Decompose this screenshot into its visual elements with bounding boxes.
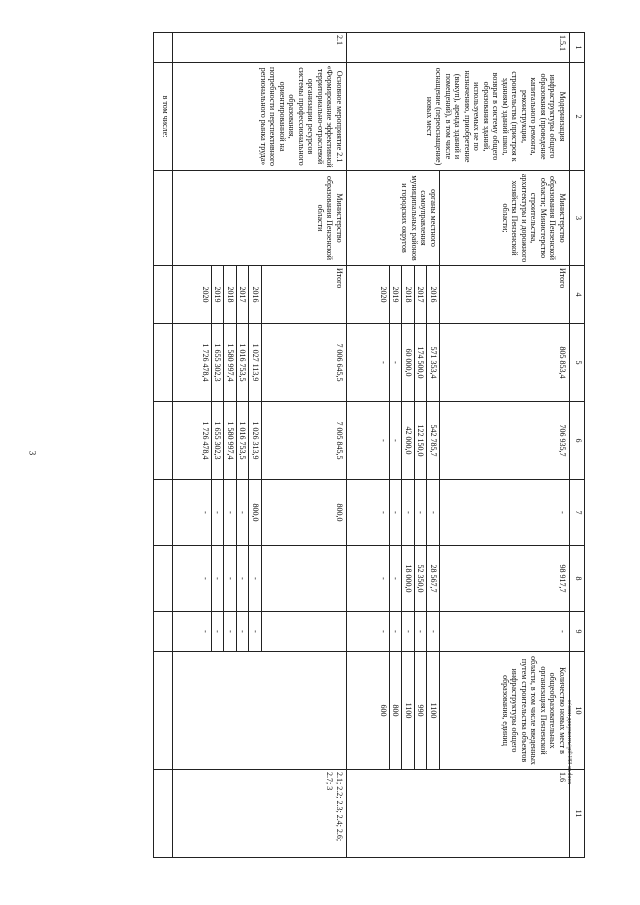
year: 2017: [237, 266, 250, 324]
cell: [154, 546, 173, 612]
indicator-text: Количество новых мест в общеобразовательных организациях Пензенской области, в том числе введенных путем строительства объектов инфраструктуры общего образования, единиц: [440, 652, 570, 770]
col-header: 4: [570, 266, 585, 324]
indicator-code: 2.1; 2.2; 2.3; 2.4; 2.6; 2.7; 3: [173, 770, 347, 858]
activity-name: Основное мероприятие 2.1 «Формирование эффективной территориально-отраслевой организации ресурсов системы профессионального образования, ориентированной на потребности перспективного регионального рынка труда»: [173, 63, 347, 171]
executor: органы местного самоуправления муниципальных районов и городских округов: [347, 171, 440, 266]
cell: -: [390, 546, 403, 612]
cell: 990: [415, 652, 428, 770]
cell: -: [237, 546, 250, 612]
cell: -: [347, 402, 390, 480]
cell: -: [249, 612, 262, 652]
cell: 1 726 478,4: [173, 402, 212, 480]
cell: -: [390, 324, 403, 402]
cell: 1100: [402, 652, 415, 770]
cell: -: [249, 546, 262, 612]
cell: -: [224, 546, 237, 612]
cell: 542 785,7: [427, 402, 440, 480]
cell: [154, 33, 173, 63]
row-number: 2.1: [173, 33, 347, 63]
year: 2016: [427, 266, 440, 324]
cell: -: [212, 612, 225, 652]
cell: 1 580 997,4: [224, 324, 237, 402]
table-row: [262, 33, 347, 858]
cell: 1 026 313,9: [249, 402, 262, 480]
cell: 18 000,0: [402, 546, 415, 612]
cell: -: [347, 612, 390, 652]
cell: -: [402, 612, 415, 652]
cell: 122 150,0: [415, 402, 428, 480]
cell: [154, 266, 173, 324]
page-number: 3: [27, 450, 38, 456]
table-row: [440, 33, 570, 858]
activity-name: Модернизация инфраструктуры общего образования (проведение капитального ремонта, реконструкции, строительства (пристроя к зданиям) зданий школ, возврат в систему общего образования зданий, используемых не по назначению, приобретение (выкуп), аренда зданий и помещений), в том числе оснащение (переоснащение) новых мест: [347, 63, 570, 171]
indicator-code: 1.6: [347, 770, 570, 858]
col-header: 1: [570, 33, 585, 63]
cell: 1 580 997,4: [224, 402, 237, 480]
cell: 1 655 302,3: [212, 402, 225, 480]
cell: [262, 546, 347, 612]
cell: -: [440, 480, 570, 546]
cell: -: [173, 480, 212, 546]
cell: -: [415, 480, 428, 546]
cell: -: [237, 612, 250, 652]
rotated-table-area: [80, 32, 585, 857]
cell: [154, 324, 173, 402]
cell: 98 917,7: [440, 546, 570, 612]
executor: Министерство образования Пензенской области: [173, 171, 347, 266]
cell: 1 016 753,5: [237, 324, 250, 402]
cell: -: [415, 612, 428, 652]
cell: -: [224, 612, 237, 652]
cell: 28 567,7: [427, 546, 440, 612]
cell: 52 350,0: [415, 546, 428, 612]
year: 2019: [212, 266, 225, 324]
col-header: 7: [570, 480, 585, 546]
cell: -: [347, 480, 390, 546]
col-header: 9: [570, 612, 585, 652]
cell: -: [224, 480, 237, 546]
year: 2020: [347, 266, 390, 324]
cell: -: [173, 546, 212, 612]
year: 2020: [173, 266, 212, 324]
cell: [154, 652, 173, 770]
cell: 805 853,4: [440, 324, 570, 402]
cell: 600: [347, 652, 390, 770]
col-header: 8: [570, 546, 585, 612]
cell: 571 353,4: [427, 324, 440, 402]
cell: [154, 770, 173, 858]
year: 2017: [415, 266, 428, 324]
cell: -: [237, 480, 250, 546]
cell: 174 500,0: [415, 324, 428, 402]
cell: 800,0: [262, 480, 347, 546]
col-header: 3: [570, 171, 585, 266]
table-row: [154, 33, 173, 858]
col-header: 11: [570, 770, 585, 858]
row-number: 1.5.1: [347, 33, 570, 63]
col-header: 6: [570, 402, 585, 480]
cell: [154, 480, 173, 546]
cell: -: [212, 546, 225, 612]
year: 2019: [390, 266, 403, 324]
col-header: 10: [570, 652, 585, 770]
header-row: [570, 33, 585, 858]
cell: -: [402, 480, 415, 546]
cell: -: [440, 612, 570, 652]
cell: -: [390, 402, 403, 480]
cell: -: [347, 546, 390, 612]
program-table: [153, 32, 585, 858]
col-header: 2: [570, 63, 585, 171]
executor: Министерство образования Пензенской области; Министерство строительства, архитектуры и дорожного хозяйства Пензенской области;: [440, 171, 570, 266]
cell: 706 935,7: [440, 402, 570, 480]
cell: [154, 612, 173, 652]
cell: [154, 171, 173, 266]
cell: -: [212, 480, 225, 546]
total-label: Итого: [262, 266, 347, 324]
cell: 42 000,0: [402, 402, 415, 480]
footer-file-path: c:\мои документы\pil\183-ш.docx: [566, 700, 572, 785]
cell: 60 000,0: [402, 324, 415, 402]
cell: -: [173, 612, 212, 652]
subtotal-label: в том числе:: [154, 63, 173, 171]
indicator-text: [173, 652, 347, 770]
cell: -: [427, 480, 440, 546]
cell: -: [427, 612, 440, 652]
year: 2016: [249, 266, 262, 324]
year: 2018: [224, 266, 237, 324]
col-header: 5: [570, 324, 585, 402]
cell: [154, 402, 173, 480]
cell: -: [390, 612, 403, 652]
cell: 7 006 645,5: [262, 324, 347, 402]
cell: 1100: [427, 652, 440, 770]
cell: 800,0: [249, 480, 262, 546]
year: 2018: [402, 266, 415, 324]
cell: -: [347, 324, 390, 402]
cell: 1 655 302,3: [212, 324, 225, 402]
cell: [262, 612, 347, 652]
cell: 800: [390, 652, 403, 770]
cell: 7 005 845,5: [262, 402, 347, 480]
cell: 1 016 753,5: [237, 402, 250, 480]
cell: 1 726 478,4: [173, 324, 212, 402]
total-label: Итого: [440, 266, 570, 324]
cell: 1 027 113,9: [249, 324, 262, 402]
cell: -: [390, 480, 403, 546]
